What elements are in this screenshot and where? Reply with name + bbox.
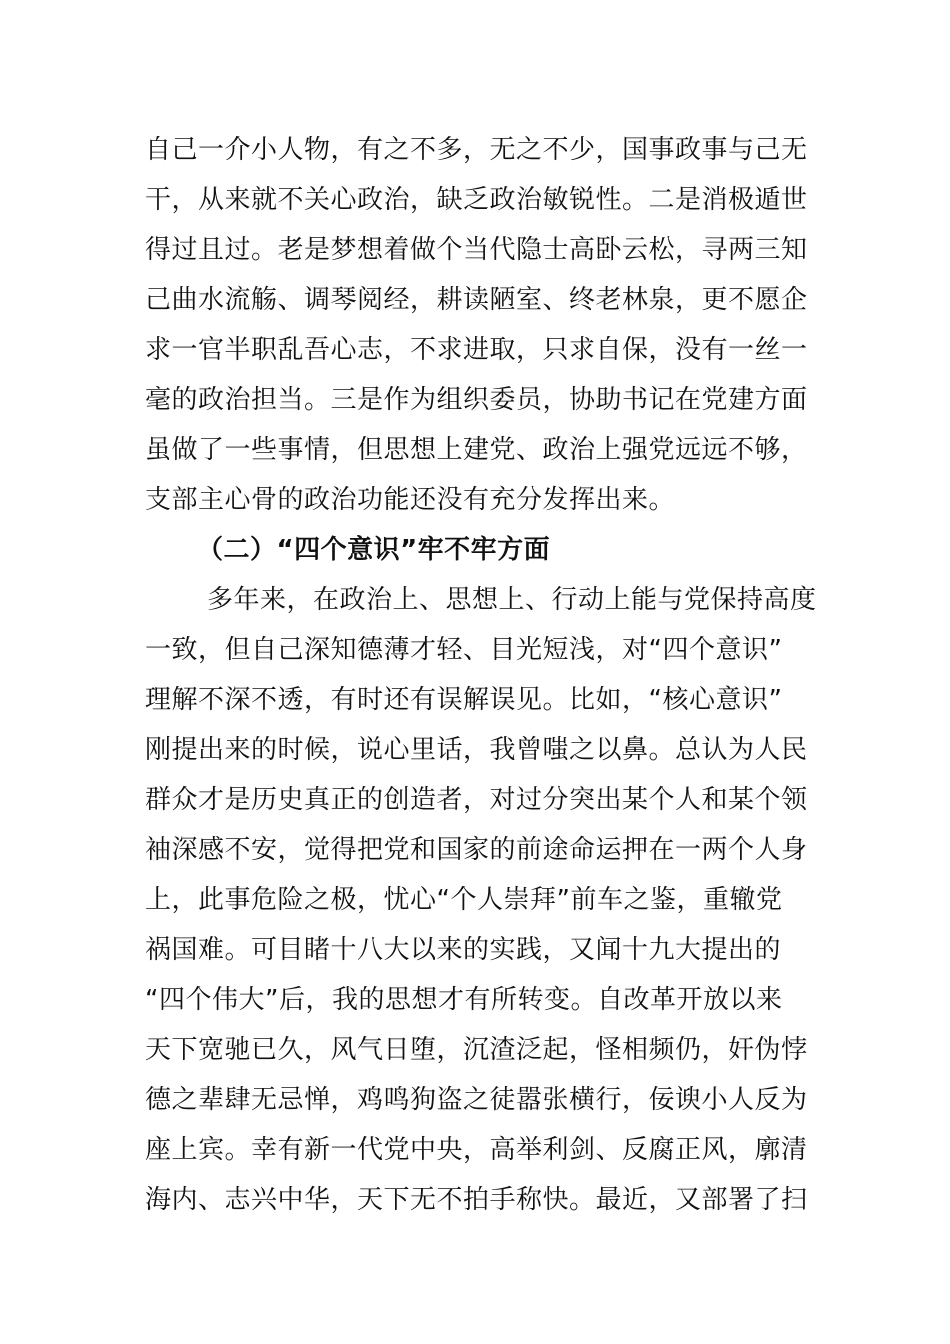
paragraph-line: 干，从来就不关心政治，缺乏政治敏锐性。二是消极遁世 <box>145 185 808 215</box>
paragraph-line: 上，此事危险之极，忧心“个人崇拜”前车之鉴，重辙党 <box>145 885 783 915</box>
paragraph-line: 海内、志兴中华，天下无不拍手称快。最近，又部署了扫 <box>145 1185 808 1215</box>
paragraph-line: 德之辈肆无忌惮，鸡鸣狗盗之徒嚣张横行，佞谀小人反为 <box>145 1085 808 1115</box>
section-heading-block <box>145 525 815 575</box>
paragraph-2 <box>145 575 815 1225</box>
paragraph-line: 袖深感不安，觉得把党和国家的前途命运押在一两个人身 <box>145 835 808 865</box>
paragraph-line: 求一官半职乱吾心志，不求进取，只求自保，没有一丝一 <box>145 335 808 365</box>
paragraph-1 <box>145 125 815 525</box>
paragraph-line: 天下宽驰已久，风气日堕，沉渣泛起，怪相频仍，奸伪悖 <box>145 1035 808 1065</box>
paragraph-line: 理解不深不透，有时还有误解误见。比如，“核心意识” <box>145 685 783 715</box>
paragraph-line: 虽做了一些事情，但思想上建党、政治上强党远远不够， <box>145 435 808 465</box>
paragraph-line: 祸国难。可目睹十八大以来的实践，又闻十九大提出的 <box>145 935 782 965</box>
paragraph-line: 己曲水流觞、调琴阅经，耕读陋室、终老林泉，更不愿企 <box>145 285 808 315</box>
paragraph-line: 支部主心骨的政治功能还没有充分发挥出来。 <box>145 485 676 515</box>
paragraph-line: 毫的政治担当。三是作为组织委员，协助书记在党建方面 <box>145 385 808 415</box>
section-heading: （二）“四个意识”牢不牢方面 <box>197 535 551 565</box>
paragraph-line: “四个伟大”后，我的思想才有所转变。自改革开放以来 <box>145 985 783 1015</box>
paragraph-line: 得过且过。老是梦想着做个当代隐士高卧云松，寻两三知 <box>145 235 808 265</box>
paragraph-line: 座上宾。幸有新一代党中央，高举利剑、反腐正风，廓清 <box>145 1135 808 1165</box>
paragraph-line: 自己一介小人物，有之不多，无之不少，国事政事与己无 <box>145 135 808 165</box>
paragraph-line: 群众才是历史真正的创造者，对过分突出某个人和某个领 <box>145 785 808 815</box>
paragraph-line: 刚提出来的时候，说心里话，我曾嗤之以鼻。总认为人民 <box>145 735 808 765</box>
paragraph-line: 一致，但自己深知德薄才轻、目光短浅，对“四个意识” <box>145 635 783 665</box>
paragraph-line: 多年来，在政治上、思想上、行动上能与党保持高度 <box>207 585 817 615</box>
